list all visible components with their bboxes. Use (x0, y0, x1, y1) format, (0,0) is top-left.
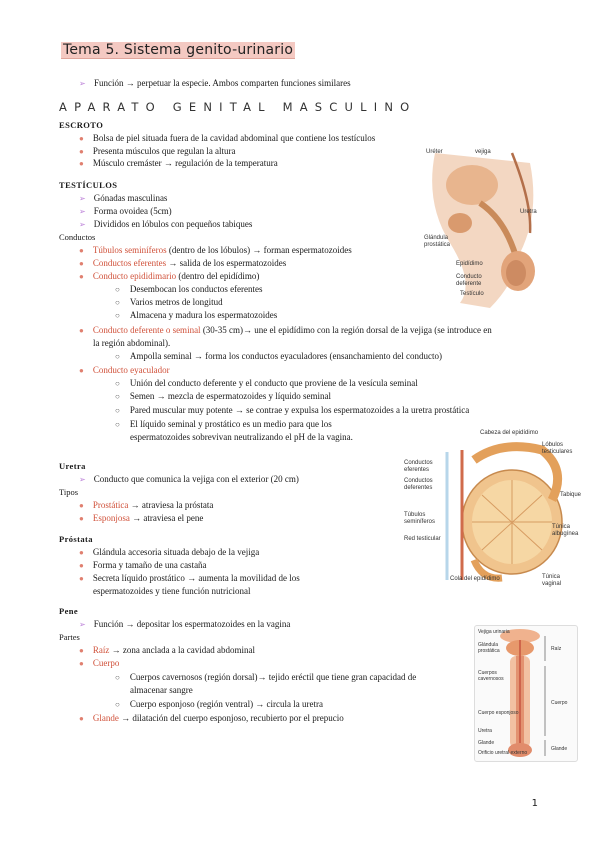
bullet-icon: ● (79, 646, 84, 655)
bullet-icon: ● (79, 561, 84, 570)
fig1-label: vejiga (475, 149, 491, 155)
fig3-label: Cuerpo (551, 700, 568, 706)
list-item: ● Glande → dilatación del cuerpo esponjoso, recubierto por el prepucio (79, 713, 344, 723)
list-item: ● Cuerpo (79, 658, 120, 668)
sub-item: ○ Desembocan los conductos eferentes (115, 284, 263, 294)
circle-bullet-icon: ○ (115, 285, 120, 294)
arrow-bullet-icon: ➢ (79, 79, 86, 88)
fig2-label: Lóbulos testiculares (542, 442, 573, 455)
bullet-icon: ● (79, 501, 84, 510)
fig1-label: Uréter (426, 149, 443, 155)
bullet-icon: ● (79, 326, 84, 335)
bullet-icon: ● (79, 246, 84, 255)
sub-item: ○ Semen → mezcla de espermatozoides y líquido seminal (115, 391, 332, 401)
intro-line: ➢ Función → perpetuar la especie. Ambos comparten funciones similares (79, 78, 351, 88)
fig2-label: Tabique (560, 492, 582, 498)
circle-bullet-icon: ○ (115, 379, 120, 388)
heading-partes: Partes (59, 632, 80, 642)
list-item: ● Bolsa de piel situada fuera de la cavidad abdominal que contiene los testículos (79, 133, 376, 143)
heading-escroto: ESCROTO (59, 120, 104, 130)
fig3-label: Glande (478, 740, 495, 746)
fig2-label: Conductos eferentes (404, 460, 433, 473)
page-title: Tema 5. Sistema genito-urinario (63, 42, 294, 58)
bullet-icon: ● (79, 514, 84, 523)
fig3-label: Cuerpo esponjoso (478, 710, 519, 716)
bullet-icon: ● (79, 272, 84, 281)
fig3-label: Glándula prostática (478, 642, 500, 654)
sub-item: ○ Ampolla seminal → forma los conductos eyaculadores (ensanchamiento del conducto) (115, 351, 442, 361)
list-item: ● Músculo cremáster → regulación de la temperatura (79, 158, 278, 168)
bullet-icon: ● (79, 134, 84, 143)
bullet-icon: ● (79, 659, 84, 668)
sub-item: ○ Varios metros de longitud (115, 297, 223, 307)
circle-bullet-icon: ○ (115, 420, 120, 429)
heading-conductos: Conductos (59, 232, 96, 242)
circle-bullet-icon: ○ (115, 298, 120, 307)
fig2-label: Túbulos seminíferos (404, 512, 436, 525)
fig1-label: Testículo (460, 291, 484, 297)
arrow-bullet-icon: ➢ (79, 220, 86, 229)
heading-testiculos: TESTÍCULOS (59, 180, 118, 190)
fig3-label: Orificio uretral externo (478, 750, 528, 756)
list-item: ● Conducto deferente o seminal (30-35 cm)→ une el epidídimo con la región dorsal de la vejiga (se introduce en (79, 325, 492, 335)
arrow-bullet-icon: ➢ (79, 207, 86, 216)
bullet-icon: ● (79, 147, 84, 156)
fig2-label: Cola del epidídimo (450, 576, 500, 582)
fig1-label: Glándula prostática (424, 235, 451, 248)
list-item: ● Glándula accesoria situada debajo de la vejiga (79, 547, 260, 557)
fig3-label: Vejiga urinaria (478, 629, 510, 635)
bullet-icon: ● (79, 548, 84, 557)
list-item: ● Conductos eferentes → salida de los espermatozoides (79, 258, 287, 268)
list-item: ➢ Divididos en lóbulos con pequeños tabiques (79, 219, 253, 229)
sub-item: ○ Unión del conducto deferente y el conducto que proviene de la vesícula seminal (115, 378, 418, 388)
list-item-cont: espermatozoides y tiene función nutricional (93, 586, 251, 596)
arrow-bullet-icon: ➢ (79, 620, 86, 629)
list-item: ● Esponjosa → atraviesa el pene (79, 513, 204, 523)
heading-tipos: Tipos (59, 487, 79, 497)
fig2-label: Red testicular (404, 536, 441, 542)
list-item: ● Prostática → atraviesa la próstata (79, 500, 214, 510)
list-item: ● Raíz → zona anclada a la cavidad abdominal (79, 645, 256, 655)
list-item: ➢ Conducto que comunica la vejiga con el exterior (20 cm) (79, 474, 299, 484)
list-item: ● Secreta líquido prostático → aumenta la movilidad de los (79, 573, 300, 583)
sub-item: ○ Cuerpos cavernosos (región dorsal)→ tejido eréctil que tiene gran capacidad de (115, 672, 417, 682)
figure-penis-section (474, 625, 578, 762)
list-item: ● Presenta músculos que regulan la altura (79, 146, 236, 156)
bullet-icon: ● (79, 159, 84, 168)
bullet-icon: ● (79, 574, 84, 583)
list-item: ● Conducto eyaculador (79, 365, 170, 375)
list-item: ● Túbulos seminíferos (dentro de los lóbulos) → forman espermatozoides (79, 245, 352, 255)
sub-item: ○ El líquido seminal y prostático es un medio para que los (115, 419, 332, 429)
circle-bullet-icon: ○ (115, 406, 120, 415)
heading-prostata: Próstata (59, 534, 93, 544)
sub-item: ○ Pared muscular muy potente → se contrae y expulsa los espermatozoides a la uretra prostática (115, 405, 470, 415)
fig1-label: Conducto deferente (456, 274, 482, 287)
heading-uretra: Uretra (59, 461, 86, 471)
fig2-label: Conductos deferentes (404, 478, 433, 491)
list-item: ● Conducto epididimario (dentro del epidídimo) (79, 271, 260, 281)
circle-bullet-icon: ○ (115, 352, 120, 361)
sub-item-cont: espermatozoides sobrevivan neutralizando el pH de la vagina. (130, 432, 353, 442)
fig1-label: Uretra (520, 209, 537, 215)
fig1-label: Epidídimo (456, 261, 483, 267)
page-number: 1 (531, 798, 538, 809)
arrow-bullet-icon: ➢ (79, 475, 86, 484)
fig3-label: Raíz (551, 646, 562, 652)
fig2-label: Cabeza del epidídimo (480, 430, 539, 436)
heading-pene: Pene (59, 606, 79, 616)
fig3-label: Glande (551, 746, 568, 752)
list-item-cont: la región abdominal). (93, 338, 171, 348)
circle-bullet-icon: ○ (115, 673, 120, 682)
bullet-icon: ● (79, 366, 84, 375)
list-item: ● Forma y tamaño de una castaña (79, 560, 207, 570)
sub-item: ○ Cuerpo esponjoso (región ventral) → circula la uretra (115, 699, 324, 709)
fig2-label: Túnica albugínea (552, 524, 579, 537)
sub-item: ○ Almacena y madura los espermatozoides (115, 310, 278, 320)
list-item: ➢ Función → depositar los espermatozoides en la vagina (79, 619, 291, 629)
bullet-icon: ● (79, 259, 84, 268)
fig3-label: Uretra (478, 728, 492, 734)
sub-item-cont: almacenar sangre (130, 685, 193, 695)
figure-male-reproductive-system (420, 143, 550, 311)
section-title: APARATO GENITAL MASCULINO (59, 100, 417, 114)
circle-bullet-icon: ○ (115, 392, 120, 401)
arrow-bullet-icon: ➢ (79, 194, 86, 203)
circle-bullet-icon: ○ (115, 311, 120, 320)
circle-bullet-icon: ○ (115, 700, 120, 709)
bullet-icon: ● (79, 714, 84, 723)
list-item: ➢ Forma ovoidea (5cm) (79, 206, 172, 216)
list-item: ➢ Gónadas masculinas (79, 193, 168, 203)
fig2-label: Túnica vaginal (542, 574, 562, 587)
figure-testis-section (402, 430, 580, 588)
fig3-label: Cuerpos cavernosos (478, 670, 504, 682)
